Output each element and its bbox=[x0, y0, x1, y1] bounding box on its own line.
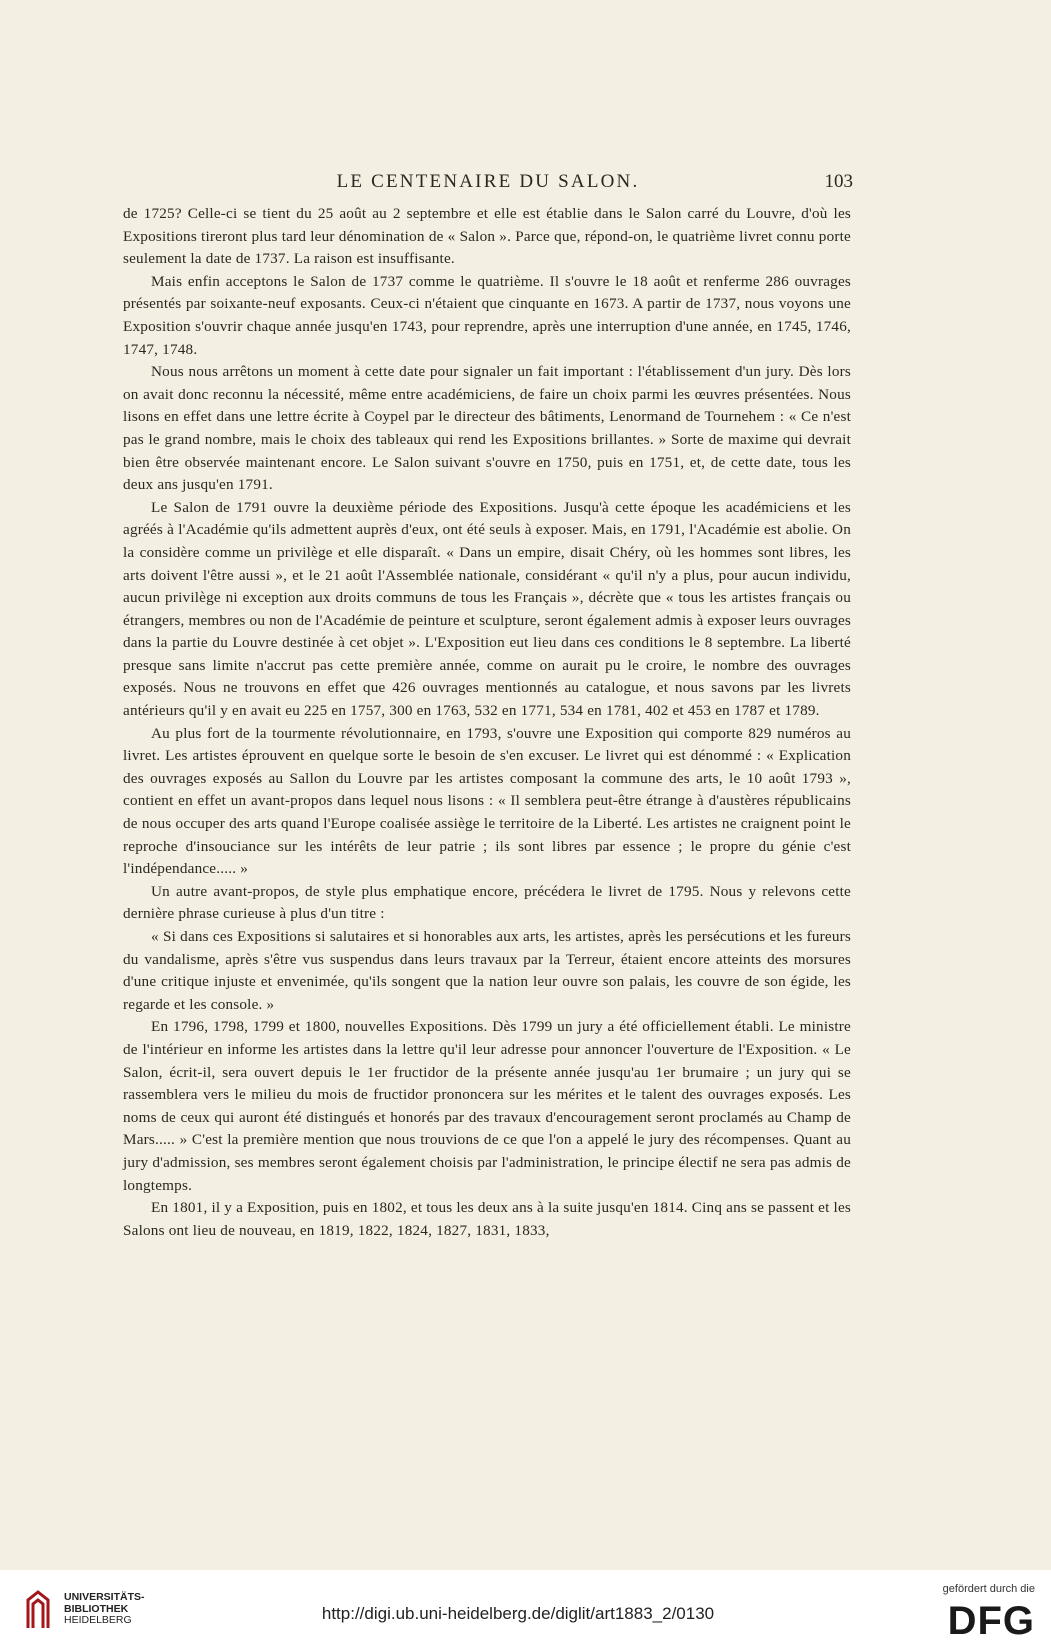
paragraph: En 1796, 1798, 1799 et 1800, nouvelles Expositions. Dès 1799 un jury a été officiellement établi. Le ministre de l'intérieur en informe les artistes dans la lettre qu'il leur adresse pour annoncer l'ouverture de l'Exposition. « Le Salon, écrit-il, sera ouvert depuis le 1er fructidor de la présente année jusqu'au 1er brumaire ; un jury qui se rassemblera vers le milieu du mois de fructidor prononcera sur les mérites et le talent des ouvrages exposés. Les noms de ceux qui auront été distingués et honorés par des travaux d'encouragement seront proclamés au Champ de Mars..... » C'est la première mention que nous trouvions de ce que l'on a appelé le jury des récompenses. Quant au jury d'admission, ses membres seront également choisis par l'administration, le principe électif ne sera pas admis de longtemps. bbox=[123, 1018, 851, 1194]
paragraph: Un autre avant-propos, de style plus emphatique encore, précédera le livret de 1795. Nous y relevons cette dernière phrase curieuse à plus d'un titre : bbox=[123, 882, 851, 923]
library-line: UNIVERSITÄTS- bbox=[64, 1591, 145, 1603]
paragraph: En 1801, il y a Exposition, puis en 1802, et tous les deux ans à la suite jusqu'en 1814. Cinq ans se passent et les Salons ont lieu de nouveau, en 1819, 1822, 1824, 1827, 1831, 1833, bbox=[123, 1199, 851, 1239]
paragraph: « Si dans ces Expositions si salutaires et si honorables aux arts, les artistes, après les persécutions et les fureurs du vandalisme, après s'être vus suspendus dans leurs travaux par la Terreur, étaient encore atteints des morsures d'une critique injuste et envenimée, qu'ils songent que la nation leur ouvre son palais, les couvre de son égide, les regarde et les console. » bbox=[123, 928, 851, 1013]
paragraph: Nous nous arrêtons un moment à cette date pour signaler un fait important : l'établissement d'un jury. Dès lors on avait donc reconnu la nécessité, même entre académiciens, de faire un choix parmi les œuvres présentées. Nous lisons en effet dans une lettre écrite à Coypel par le directeur des bâtiments, Lenormand de Tournehem : « Ce n'est pas le grand nombre, mais le choix des tableaux qui rend les Expositions brillantes. » Sorte de maxime qui devrait bien être observée maintenant encore. Le Salon suivant s'ouvre en 1750, puis en 1751, et, de cette date, tous les deux ans jusqu'en 1791. bbox=[123, 363, 851, 494]
running-header bbox=[123, 171, 853, 195]
funding-note: gefördert durch die bbox=[942, 1583, 1035, 1595]
paragraph: Mais enfin acceptons le Salon de 1737 comme le quatrième. Il s'ouvre le 18 août et renferme 286 ouvrages présentés par soixante-neuf exposants. Ceux-ci n'étaient que cinquante en 1673. A partir de 1737, nous voyons une Exposition s'ouvrir chaque année jusqu'en 1743, pour reprendre, après une interruption d'une année, en 1745, 1746, 1747, 1748. bbox=[123, 272, 851, 358]
university-library-logo-icon bbox=[22, 1588, 56, 1630]
running-title: LE CENTENAIRE DU SALON. bbox=[336, 171, 640, 192]
library-line: BIBLIOTHEK bbox=[64, 1602, 129, 1615]
paragraph: Le Salon de 1791 ouvre la deuxième période des Expositions. Jusqu'à cette époque les académiciens et les agréés à l'Académie qu'ils admettent auprès d'eux, ont été seuls à exposer. Mais, en 1791, l'Académie est abolie. On la considère comme un privilège et elle disparaît. « Dans un empire, disait Chéry, où les hommes sont libres, les arts doivent l'être aussi », et le 21 août l'Assemblée nationale, considérant « qu'il n'y a plus, pour aucun individu, aucun privilège ni exception aux droits communs de tous les Français », décrète que « tous les artistes français ou étrangers, membres ou non de l'Académie de peinture et sculpture, seront également admis à exposer leurs ouvrages dans la partie du Louvre destinée à cet objet ». L'Exposition eut lieu dans ces conditions le 8 septembre. La liberté presque sans limite n'accrut pas cette première année, comme on aurait pu le croire, le nombre des ouvrages exposés. Nous ne trouvons en effet que 426 ouvrages mentionnés au catalogue, et nous savons par les livrets antérieurs qu'il y en avait eu 225 en 1757, 300 en 1763, 532 en 1771, 534 en 1781, 402 et 453 en 1787 et 1789. bbox=[123, 498, 851, 720]
library-name bbox=[64, 1592, 145, 1627]
paragraph: Au plus fort de la tourmente révolutionnaire, en 1793, s'ouvre une Exposition qui comporte 829 numéros au livret. Les artistes éprouvent en quelque sorte le besoin de s'en excuser. Le livret qui est dénommé : « Explication des ouvrages exposés au Sallon du Louvre par les artistes composant la commune des arts, le 10 août 1793 », contient en effet un avant-propos dans lequel nous lisons : « Il semblera peut-être étrange à d'austères républicains de nous occuper des arts quand l'Europe coalisée assiège le territoire de la Liberté. Les artistes ne craignent point le reproche d'insouciance sur les intérêts de leur patrie ; ils sont libres par essence ; le propre du génie c'est l'indépendance..... » bbox=[123, 724, 851, 878]
page-number: 103 bbox=[824, 171, 853, 192]
dfg-logo: DFG bbox=[947, 1599, 1035, 1643]
body-text bbox=[123, 203, 851, 1242]
paragraph: de 1725? Celle-ci se tient du 25 août au 2 septembre et elle est établie dans le Salon carré du Louvre, d'où les Expositions tireront plus tard leur dénomination de « Salon ». Parce que, répond-on, le quatrième livret connu porte seulement la date de 1737. La raison est insuffisante. bbox=[123, 205, 851, 268]
permalink-url[interactable]: http://digi.ub.uni-heidelberg.de/diglit/art1883_2/0130 bbox=[321, 1604, 715, 1623]
library-line: HEIDELBERG bbox=[64, 1614, 132, 1626]
